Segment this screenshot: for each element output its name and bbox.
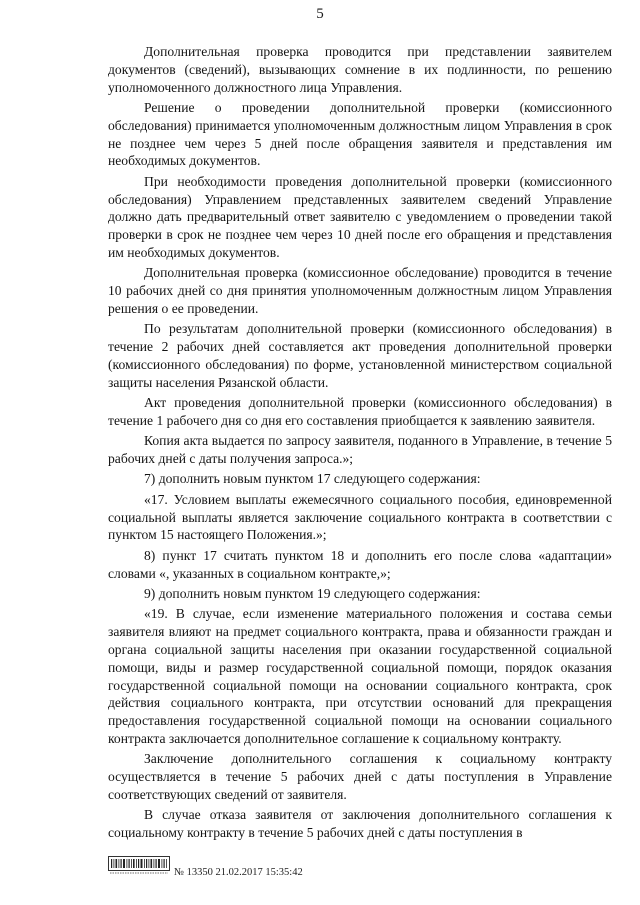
paragraph: Заключение дополнительного соглашения к социальному контракту осуществляется в течение 5 рабочих дней с даты поступления в Управление соответствующих сведений от заявителя. bbox=[108, 751, 612, 802]
paragraph: Дополнительная проверка (комиссионное обследование) проводится в течение 10 рабочих дней со дня принятия уполномоченным должностным лицом Управления решения о ее проведении. bbox=[108, 265, 612, 316]
paragraph: При необходимости проведения дополнительной проверки (комиссионного обследования) Управлением представленных заявителем сведений Управление должно дать предварительный ответ заявителю с уведомлением о проведении такой проверки в срок не позднее чем через 10 дней после его обращения и представления им необходимых документов. bbox=[108, 173, 612, 260]
document-body bbox=[108, 43, 612, 845]
page-number: 5 bbox=[316, 6, 324, 22]
paragraph: Дополнительная проверка проводится при представлении заявителем документов (сведений), вызывающих сомнение в их подлинности, по решению уполномоченного должностного лица Управления. bbox=[108, 44, 612, 95]
document-code: № 13350 21.02.2017 15:35:42 bbox=[174, 867, 303, 878]
registry-stamp-icon bbox=[108, 853, 170, 875]
paragraph: 7) дополнить новым пунктом 17 следующего содержания: bbox=[144, 471, 481, 487]
paragraph: 8) пункт 17 считать пунктом 18 и дополнить его после слова «адаптации» словами «, указанных в социальном контракте,»; bbox=[108, 547, 612, 581]
paragraph: Решение о проведении дополнительной проверки (комиссионного обследования) принимается уполномоченным должностным лицом Управления в срок не позднее чем через 5 дней после обращения заявителя и представления им необходимых документов. bbox=[108, 99, 612, 169]
paragraph: В случае отказа заявителя от заключения дополнительного соглашения к социальному контракту в течение 5 рабочих дней с даты поступления в bbox=[108, 807, 612, 841]
paragraph: «19. В случае, если изменение материального положения и состава семьи заявителя влияют на предмет социального контракта, права и обязанности граждан и органа социальной защиты населения при оказании государственной социальной помощи, виды и размер государственной социальной помощи, порядок оказания государственной социальной помощи на основании социального контракта, срок действия социального контракта, при отсутствии оснований для прекращения предоставления государственной социальной помощи на основании социального контракта заключается дополнительное соглашение к социальному контракту. bbox=[108, 606, 612, 747]
paragraph: По результатам дополнительной проверки (комиссионного обследования) в течение 2 рабочих дней составляется акт проведения дополнительной проверки (комиссионного обследования) по форме, установленной министерством социальной защиты населения Рязанской области. bbox=[108, 321, 612, 390]
paragraph: 9) дополнить новым пунктом 19 следующего содержания: bbox=[144, 586, 481, 602]
paragraph: Копия акта выдается по запросу заявителя, поданного в Управление, в течение 5 рабочих дней с даты получения запроса.»; bbox=[108, 433, 612, 467]
paragraph: «17. Условием выплаты ежемесячного социального пособия, единовременной социальной выплаты является заключение социального контракта в соответствии с пунктом 15 настоящего Положения.»; bbox=[108, 491, 612, 543]
paragraph: Акт проведения дополнительной проверки (комиссионного обследования) в течение 1 рабочего дня со дня его составления приобщается к заявлению заявителя. bbox=[108, 395, 612, 428]
